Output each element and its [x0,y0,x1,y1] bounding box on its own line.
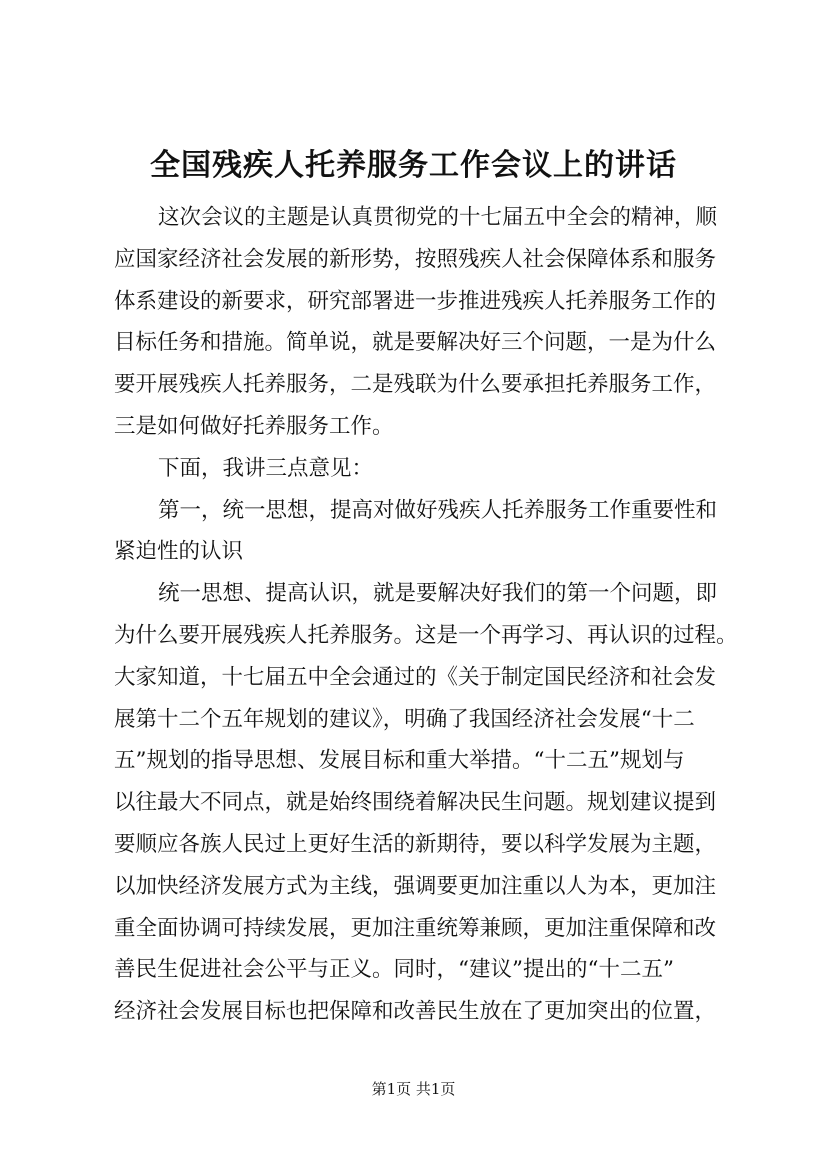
document-title: 全国残疾人托养服务工作会议上的讲话 [150,148,677,183]
document-body [114,197,738,1033]
paragraph-intro [114,197,724,448]
text-line: 下面，我讲三点意见： [158,455,374,481]
paragraph-section-1 [114,573,738,1033]
text-line: 目标任务和措施。简单说，就是要解决好三个问题，一是为什么 [114,330,717,356]
text-line: 紧迫性的认识 [114,539,244,565]
paragraph-outline [114,448,724,490]
page-footer: 第1页 共1页 [371,1080,456,1098]
text-line: 经济社会发展目标也把保障和改善民生放在了更加突出的位置， [114,999,717,1025]
text-line: 以往最大不同点，就是始终围绕着解决民生问题。规划建议提到 [114,790,717,816]
text-line: 体系建设的新要求，研究部署进一步推进残疾人托养服务工作的 [114,288,717,314]
text-line: 要开展残疾人托养服务，二是残联为什么要承担托养服务工作， [114,372,717,398]
text-line: 善民生促进社会公平与正义。同时，“建议”提出的“十二五” [114,957,674,983]
section-heading-1 [114,490,724,574]
text-line: 统一思想、提高认识，就是要解决好我们的第一个问题，即 [158,581,718,607]
text-line: 五”规划的指导思想、发展目标和重大举措。“十二五”规划与 [114,748,685,774]
text-line: 以加快经济发展方式为主线，强调要更加注重以人为本，更加注 [114,873,717,899]
text-line: 第一，统一思想，提高对做好残疾人托养服务工作重要性和 [158,497,718,523]
text-line: 展第十二个五年规划的建议》，明确了我国经济社会发展“十二 [114,706,695,732]
text-line: 大家知道，十七届五中全会通过的《关于制定国民经济和社会发 [114,664,717,690]
text-line: 应国家经济社会发展的新形势，按照残疾人社会保障体系和服务 [114,246,717,272]
text-line: 重全面协调可持续发展，更加注重统筹兼顾，更加注重保障和改 [114,915,717,941]
text-line: 要顺应各族人民过上更好生活的新期待，要以科学发展为主题， [114,831,717,857]
text-line: 为什么要开展残疾人托养服务。这是一个再学习、再认识的过程。 [114,622,738,648]
text-line: 三是如何做好托养服务工作。 [114,413,394,439]
text-line: 这次会议的主题是认真贯彻党的十七届五中全会的精神，顺 [158,205,718,230]
